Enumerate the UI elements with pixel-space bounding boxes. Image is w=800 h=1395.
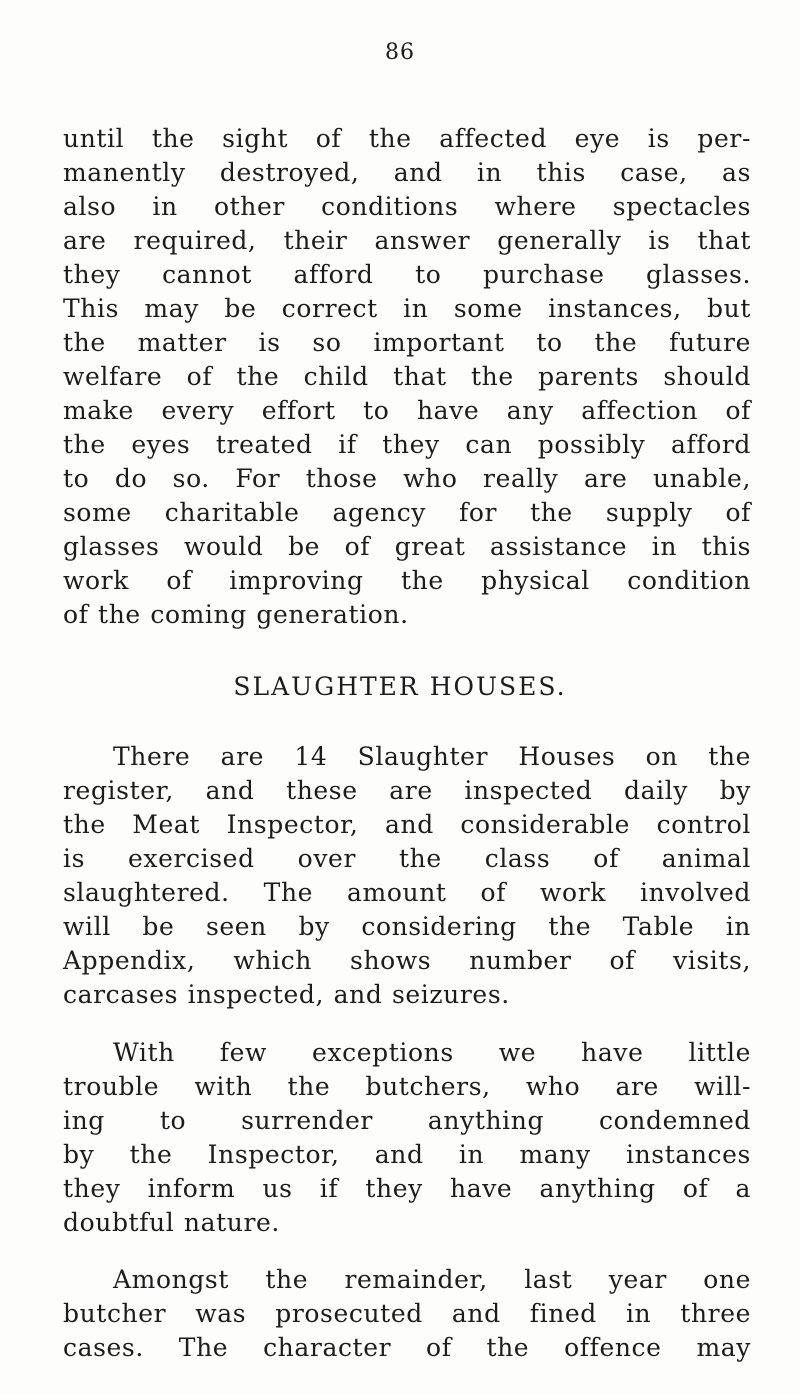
text-line: Appendix, which shows number of visits, <box>63 946 751 975</box>
text-line: some charitable agency for the supply of <box>63 498 751 527</box>
text-line: are required, their answer generally is that <box>63 226 751 255</box>
page-number: 86 <box>385 40 415 65</box>
text-line: glasses would be of great assistance in this <box>63 532 751 561</box>
text-line: There are 14 Slaughter Houses on the <box>113 742 751 771</box>
text-line: the Meat Inspector, and considerable control <box>63 810 751 839</box>
text-line: cases. The character of the offence may <box>63 1333 751 1362</box>
text-line: make every effort to have any affection of <box>63 396 751 425</box>
text-line: the eyes treated if they can possibly afford <box>63 430 751 459</box>
text-line: This may be correct in some instances, but <box>63 294 751 323</box>
text-line: to do so. For those who really are unable, <box>63 464 751 493</box>
text-line: register, and these are inspected daily by <box>63 776 751 805</box>
text-line: slaughtered. The amount of work involved <box>63 878 751 907</box>
paragraph-butchers <box>63 1036 751 1240</box>
text-line: Amongst the remainder, last year one <box>113 1265 751 1294</box>
text-line: ing to surrender anything condemned <box>63 1106 751 1135</box>
section-heading: SLAUGHTER HOUSES. <box>233 672 567 701</box>
text-line: also in other conditions where spectacles <box>63 192 751 221</box>
text-line: carcases inspected, and seizures. <box>63 980 510 1009</box>
text-line: work of improving the physical condition <box>63 566 751 595</box>
text-line: of the coming generation. <box>63 600 409 629</box>
text-line: they cannot afford to purchase glasses. <box>63 260 751 289</box>
text-line: welfare of the child that the parents should <box>63 362 751 391</box>
paragraph-spectacles <box>63 122 751 632</box>
text-line: will be seen by considering the Table in <box>63 912 751 941</box>
text-line: until the sight of the affected eye is per- <box>63 124 751 153</box>
text-line: by the Inspector, and in many instances <box>63 1140 751 1169</box>
text-line: doubtful nature. <box>63 1208 280 1237</box>
text-line: they inform us if they have anything of a <box>63 1174 751 1203</box>
paragraph-slaughter-houses <box>63 740 751 1012</box>
text-line: is exercised over the class of animal <box>63 844 751 873</box>
paragraph-prosecution <box>63 1263 751 1365</box>
text-line: trouble with the butchers, who are will- <box>63 1072 751 1101</box>
text-line: manently destroyed, and in this case, as <box>63 158 751 187</box>
text-line: the matter is so important to the future <box>63 328 751 357</box>
text-line: butcher was prosecuted and fined in three <box>63 1299 751 1328</box>
text-line: With few exceptions we have little <box>113 1038 751 1067</box>
